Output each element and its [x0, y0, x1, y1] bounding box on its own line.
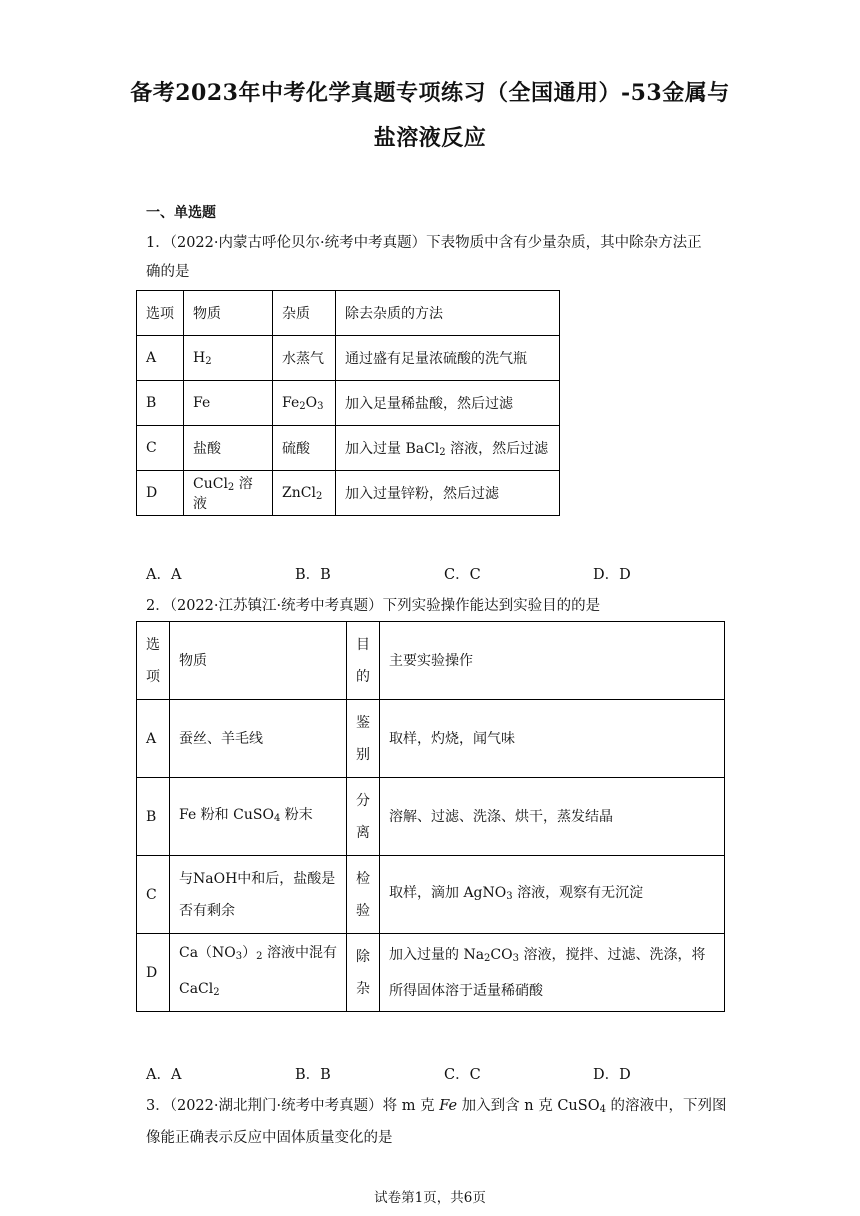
table-cell: 鉴别: [347, 700, 380, 778]
table-header-row: [137, 622, 725, 700]
table-row: [137, 471, 560, 516]
table-cell: 水蒸气: [273, 336, 336, 381]
table-header-cell: 主要实验操作: [380, 622, 725, 700]
question-2-text: 下列实验操作能达到实验目的的是: [382, 598, 601, 614]
question-1-table: [136, 290, 560, 516]
table-cell: 蚕丝、羊毛线: [170, 700, 347, 778]
table-cell: 除杂: [347, 934, 380, 1012]
table-cell: D: [137, 471, 184, 516]
table-header-cell: 杂质: [273, 291, 336, 336]
table-cell: 通过盛有足量浓硫酸的洗气瓶: [336, 336, 560, 381]
question-1-number: 1．: [146, 235, 170, 251]
table-cell: 加入足量稀盐酸，然后过滤: [336, 381, 560, 426]
question-1: [146, 229, 716, 287]
table-header-cell: 物质: [170, 622, 347, 700]
question-1-text: 下表物质中含有少量杂质，其中除杂方法正确的是: [146, 235, 702, 280]
question-3: [146, 1092, 736, 1153]
option-b[interactable]: B．B: [295, 567, 331, 583]
question-2-table: [136, 621, 725, 1012]
table-row: [137, 426, 560, 471]
option-a[interactable]: A．A: [146, 1067, 182, 1083]
table-cell: B: [137, 381, 184, 426]
table-row: [137, 700, 725, 778]
table-cell: A: [137, 700, 170, 778]
title-line-1: 备考2023年中考化学真题专项练习（全国通用）-53金属与: [130, 80, 730, 106]
question-2-source: （2022·江苏镇江·统考中考真题）: [169, 598, 383, 614]
table-cell: CuCl$_2$ 溶液: [184, 471, 273, 516]
question-3-number: 3．: [146, 1098, 170, 1114]
table-cell: 加入过量锌粉，然后过滤: [336, 471, 560, 516]
table-cell: A: [137, 336, 184, 381]
question-3-text: 将 m 克 Fe 加入到含 n 克 CuSO$_4$ 的溶液中，下列图像能正确表示反应中固体质量变化的是: [146, 1098, 727, 1146]
table-header-cell: 物质: [184, 291, 273, 336]
table-cell: Fe 粉和 CuSO$_4$ 粉末: [170, 778, 347, 856]
option-c[interactable]: C．C: [444, 567, 481, 583]
table-cell: C: [137, 426, 184, 471]
page-footer: 试卷第1页，共6页: [374, 1190, 486, 1206]
option-d[interactable]: D．D: [593, 1067, 631, 1083]
table-cell: 盐酸: [184, 426, 273, 471]
table-cell: C: [137, 856, 170, 934]
table-header-cell: 目的: [347, 622, 380, 700]
table-header-cell: 选项: [137, 622, 170, 700]
table-row: [137, 856, 725, 934]
table-cell: 加入过量的 $Na_2CO_3$ 溶液，搅拌、过滤、洗涤，将所得固体溶于适量稀硝酸: [380, 934, 725, 1012]
question-3-source: （2022·湖北荆门·统考中考真题）: [169, 1098, 383, 1114]
table-cell: D: [137, 934, 170, 1012]
table-header-cell: 除去杂质的方法: [336, 291, 560, 336]
table-header-cell: 选项: [137, 291, 184, 336]
table-cell: 溶解、过滤、洗涤、烘干，蒸发结晶: [380, 778, 725, 856]
option-b[interactable]: B．B: [295, 1067, 331, 1083]
question-2-number: 2．: [146, 598, 170, 614]
table-cell: 加入过量 BaCl$_2$ 溶液，然后过滤: [336, 426, 560, 471]
table-cell: 取样，滴加 AgNO$_3$ 溶液，观察有无沉淀: [380, 856, 725, 934]
table-cell: $H_2$: [184, 336, 273, 381]
table-cell: ZnCl$_2$: [273, 471, 336, 516]
table-row: [137, 778, 725, 856]
table-header-row: [137, 291, 560, 336]
option-d[interactable]: D．D: [593, 567, 631, 583]
table-cell: B: [137, 778, 170, 856]
section-heading: 一、单选题: [146, 205, 216, 221]
question-2: [146, 592, 766, 621]
table-cell: 与NaOH中和后，盐酸是否有剩余: [170, 856, 347, 934]
table-row: [137, 381, 560, 426]
table-cell: $Ca(NO_3)_2$ 溶液中混有 CaCl$_2$: [170, 934, 347, 1012]
question-1-source: （2022·内蒙古呼伦贝尔·统考中考真题）: [169, 235, 427, 251]
option-a[interactable]: A．A: [146, 567, 182, 583]
table-cell: $Fe_2O_3$: [273, 381, 336, 426]
title-line-2: 盐溶液反应: [373, 125, 487, 151]
table-cell: 检验: [347, 856, 380, 934]
table-cell: 分离: [347, 778, 380, 856]
table-cell: 取样，灼烧，闻气味: [380, 700, 725, 778]
table-row: [137, 336, 560, 381]
table-cell: 硫酸: [273, 426, 336, 471]
option-c[interactable]: C．C: [444, 1067, 481, 1083]
table-row: [137, 934, 725, 1012]
table-cell: Fe: [184, 381, 273, 426]
